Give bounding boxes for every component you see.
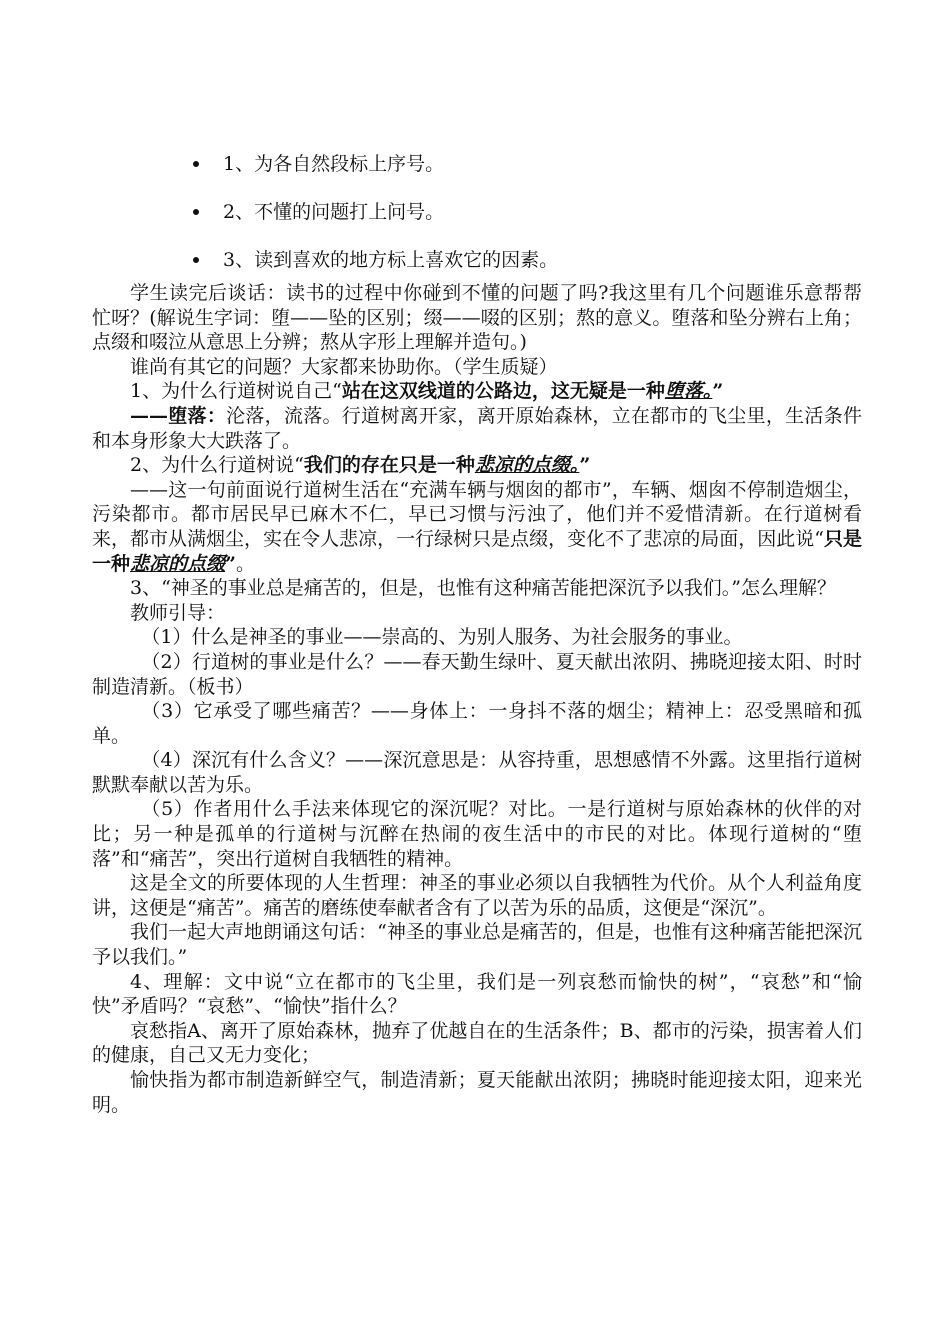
task-list [193, 140, 558, 284]
guide-item: （3）它承受了哪些痛苦？——身体上：一身抖不落的烟尘；精神上：忍受黑暗和孤单。 [92, 700, 862, 747]
task-item [193, 236, 558, 284]
task-text: 1、为各自然段标上序号。 [223, 153, 445, 175]
answer-joy: 愉快指为都市制造新鲜空气，制造清新；夏天能献出浓阴；拂晓时能迎接太阳，迎来光明。 [92, 1069, 862, 1116]
paragraph-philosophy: 这是全文的所要体现的人生哲理：神圣的事业必须以自我牺牲为代价。从个人利益角度讲，这便是“痛苦”。痛苦的磨练使奉献者含有了以苦为乐的品质，这便是“深沉”。 [92, 872, 862, 919]
bullet-dot-icon [193, 209, 199, 215]
question-1: 1、为什么行道树说自己“站在这双线道的公路边，这无疑是一种堕落。” [130, 380, 724, 403]
answer-2: ——这一句前面说行道树生活在“充满车辆与烟囱的都市”，车辆、烟囱不停制造烟尘，污染都市。都市居民早已麻木不仁，早已习惯与污浊了，他们并不爱惜清新。在行道树看来，都市从满烟尘，实在令人悲凉，一行绿树只是点缀，变化不了悲凉的局面，因此说“只是一种悲凉的点缀”。 [92, 478, 862, 575]
task-item [193, 140, 558, 188]
guide-item: （2）行道树的事业是什么？——春天勤生绿叶、夏天献出浓阴、拂晓迎接太阳、时时制造清新。（板书） [92, 650, 862, 698]
guide-item: （5）作者用什么手法来体现它的深沉呢？对比。一是行道树与原始森林的伙伴的对比；另一种是孤单的行道树与沉醉在热闹的夜生活中的市民的对比。体现行道树的“堕落”和“痛苦”，突出行道树自我牺牲的精神。 [92, 798, 862, 870]
question-2: 2、为什么行道树说“我们的存在只是一种悲凉的点缀。” [130, 454, 591, 477]
paragraph-discussion: 学生读完后谈话：读书的过程中你碰到不懂的问题了吗?我这里有几个问题谁乐意帮帮忙呀？(解说生字词：堕——坠的区别；缀——啜的区别；熬的意义。堕落和坠分辨右上角；点缀和啜泣从意思上分辨；熬从字形上理解并造句。) [92, 282, 862, 354]
bullet-dot-icon [193, 161, 199, 167]
paragraph-recite: 我们一起大声地朗诵这句话：“神圣的事业总是痛苦的，但是，也惟有这种痛苦能把深沉予以我们。” [92, 921, 862, 969]
task-text: 2、不懂的问题打上问号。 [223, 201, 445, 223]
task-text: 3、读到喜欢的地方标上喜欢它的因素。 [223, 249, 559, 271]
teacher-guide-label: 教师引导： [130, 601, 226, 624]
answer-sorrow: 哀愁指A、离开了原始森林，抛弃了优越自在的生活条件；B、都市的污染，损害着人们的健康，自己又无力变化； [92, 1019, 862, 1067]
task-item [193, 188, 558, 236]
bullet-dot-icon [193, 257, 199, 263]
answer-1: ——堕落：沦落，流落。行道树离开家，离开原始森林，立在都市的飞尘里，生活条件和本身形象大大跌落了。 [92, 404, 862, 452]
paragraph-questions: 谁尚有其它的问题？大家都来协助你。（学生质疑） [130, 355, 558, 378]
question-3: 3、“神圣的事业总是痛苦的，但是，也惟有这种痛苦能把深沉予以我们。”怎么理解？ [130, 577, 837, 600]
guide-item: （4）深沉有什么含义？——深沉意思是：从容持重，思想感情不外露。这里指行道树默默奉献以苦为乐。 [92, 749, 862, 796]
lesson-body [92, 281, 862, 1117]
question-4: 4、理解：文中说“立在都市的飞尘里，我们是一列哀愁而愉快的树”，“哀愁”和“愉快”矛盾吗？“哀愁”、“愉快”指什么？ [92, 970, 862, 1018]
guide-item: （1）什么是神圣的事业——崇高的、为别人服务、为社会服务的事业。 [141, 626, 743, 649]
